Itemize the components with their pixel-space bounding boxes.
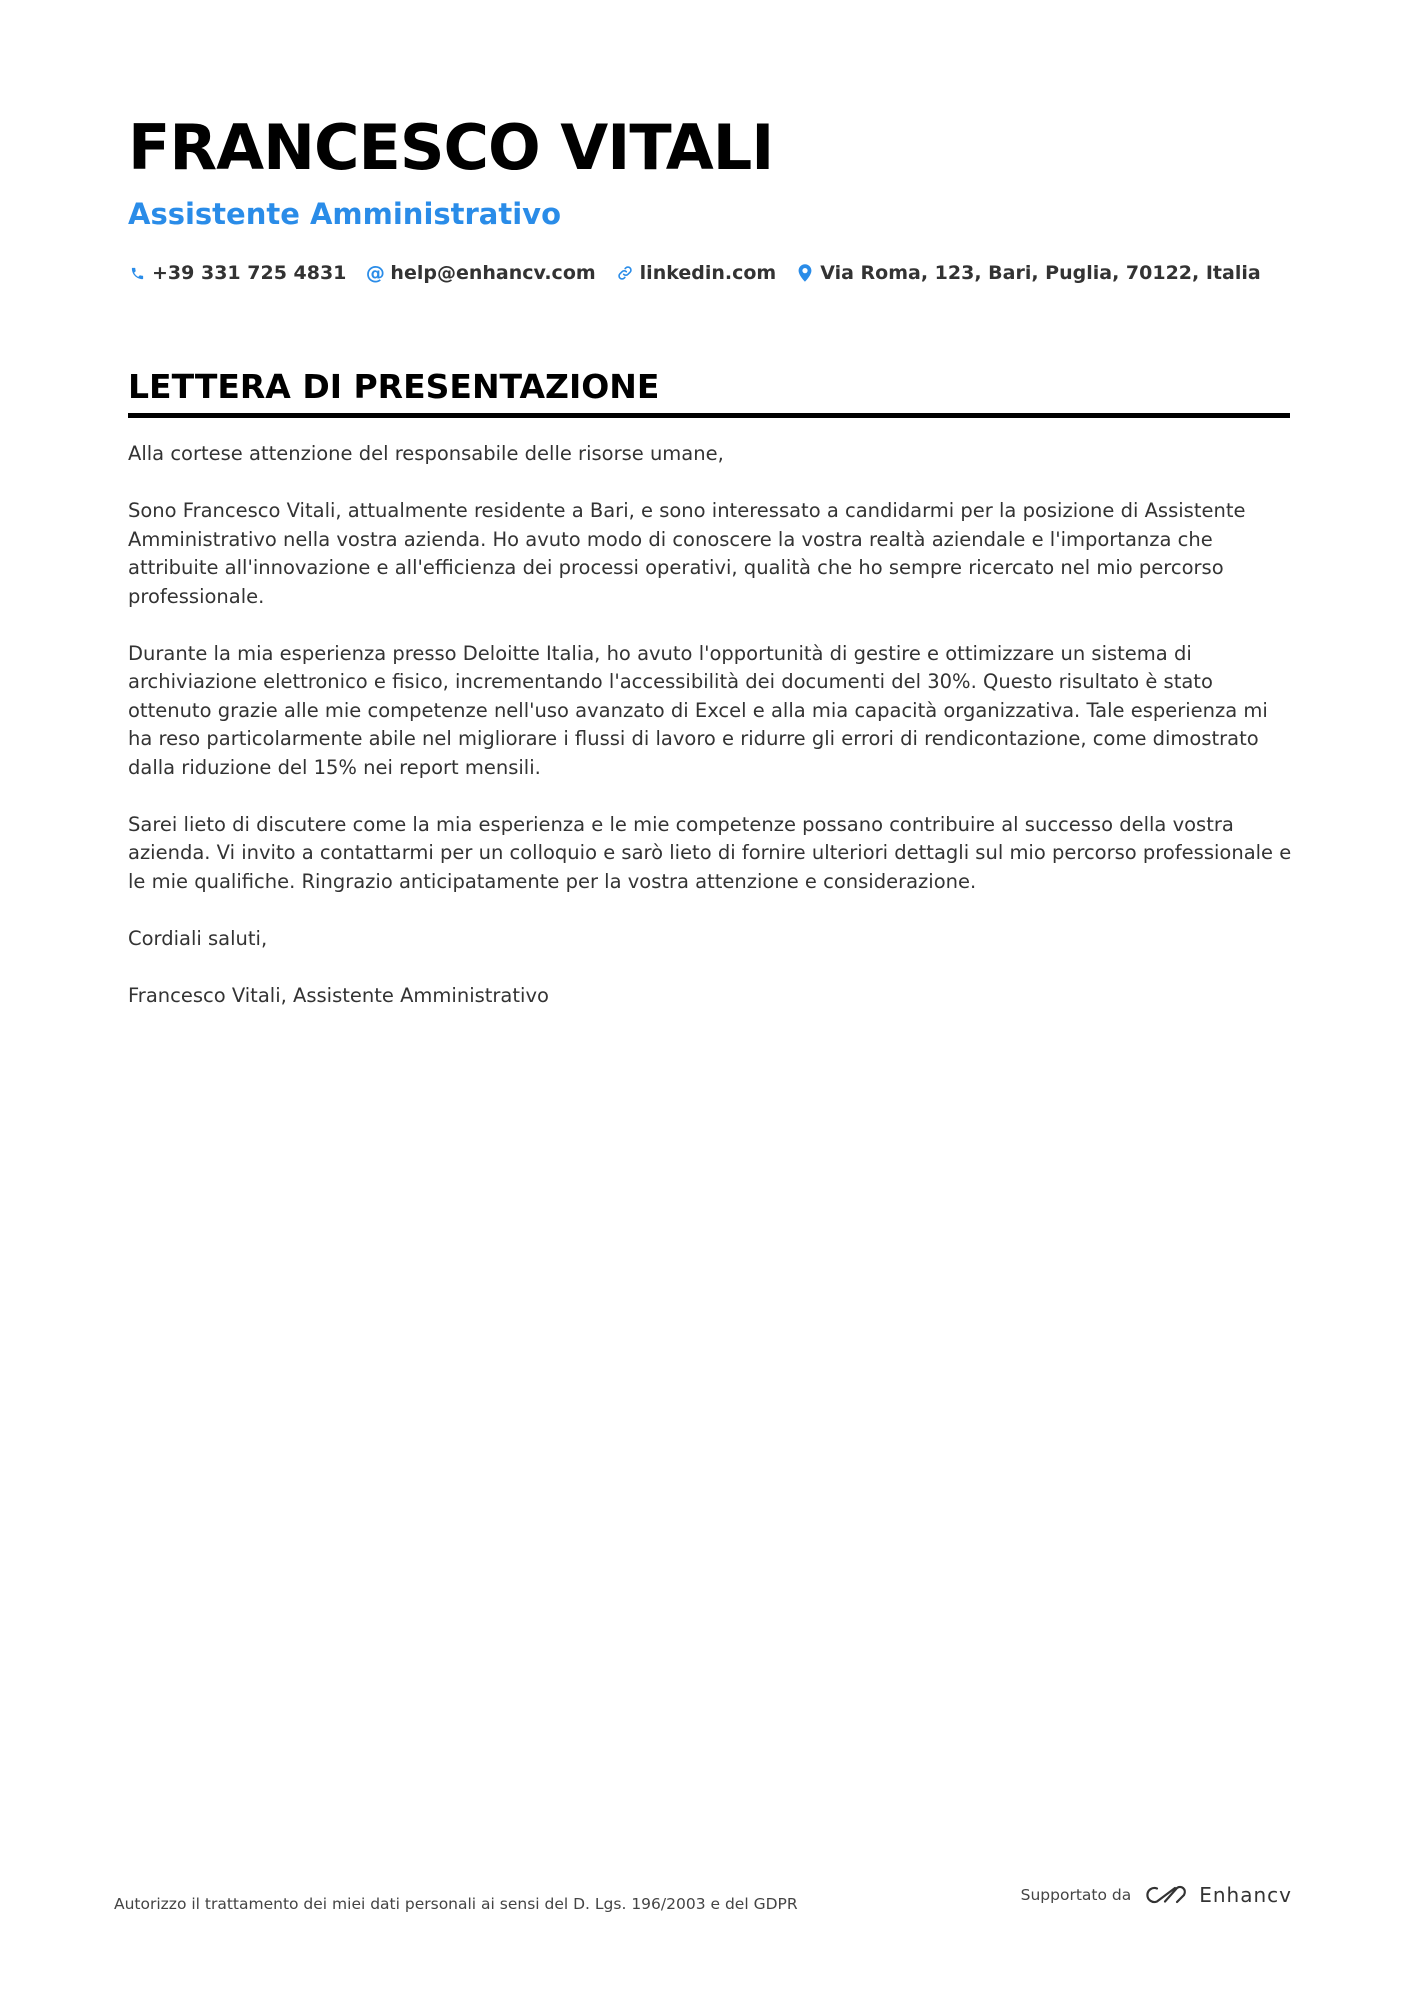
letter-paragraph: Durante la mia esperienza presso Deloitte Italia, ho avuto l'opportunità di gestire e ottimizzare un sistema di archiviazione elettronico e fisico, incrementando l'accessibilità dei documenti del 30%. Questo risultato è stato ottenuto grazie alle mie competenze nell'uso avanzato di Excel e alla mia capacità organizzativa. Tale esperienza mi ha reso particolarmente abile nel migliorare i flussi di lavoro e ridurre gli errori di rendicontazione, come dimostrato dalla riduzione del 15% nei report mensili. [128,641,1268,779]
address: Via Roma, 123, Bari, Puglia, 70122, Italia [820,262,1261,284]
section-divider [128,413,1290,418]
powered-by-label: Supportato da [1020,1886,1132,1904]
letter-greeting: Alla cortese attenzione del responsabile delle risorse umane, [128,442,724,465]
link-icon [616,262,634,284]
location-pin-icon [796,262,814,284]
contact-linkedin [616,262,777,284]
powered-by[interactable] [1021,1883,1292,1907]
letter-closing: Cordiali saluti, [128,926,268,950]
letter-paragraph: Sono Francesco Vitali, attualmente residente a Bari, e sono interessato a candidarmi per la posizione di Assistente Amministrativo nella vostra azienda. Ho avuto modo di conoscere la vostra realtà aziendale e l'importanza che attribuite all'innovazione e all'efficienza dei processi operativi, qualità che ho sempre ricercato nel mio percorso professionale. [128,499,1246,608]
letter-signature: Francesco Vitali, Assistente Amministrativo [128,983,549,1007]
cover-letter-section [128,365,1290,1039]
letter-body [128,440,1293,1010]
brand-name: Enhancv [1199,1883,1292,1907]
contact-address [796,262,1260,284]
candidate-name: FRANCESCO VITALI [128,111,774,184]
enhancv-logo-icon [1143,1883,1189,1907]
contact-phone [128,262,346,284]
section-title: LETTERA DI PRESENTAZIONE [128,367,660,406]
letter-paragraph: Sarei lieto di discutere come la mia esperienza e le mie competenze possano contribuire al successo della vostra azienda. Vi invito a contattarmi per un colloquio e sarò lieto di fornire ulteriori dettagli sul mio percorso professionale e le mie qualifiche. Ringrazio anticipatamente per la vostra attenzione e considerazione. [128,812,1292,893]
linkedin-link: linkedin.com [639,262,777,284]
candidate-role: Assistente Amministrativo [128,197,562,231]
phone-icon [128,262,146,284]
header [128,112,1288,284]
phone-number: +39 331 725 4831 [152,262,347,284]
email-address: help@enhancv.com [390,262,596,284]
privacy-note: Autorizzo il trattamento dei miei dati personali ai sensi del D. Lgs. 196/2003 e del GDPR [114,1895,798,1913]
at-icon: @ [365,262,385,284]
contact-bar [128,262,1288,284]
contact-email [366,262,595,284]
